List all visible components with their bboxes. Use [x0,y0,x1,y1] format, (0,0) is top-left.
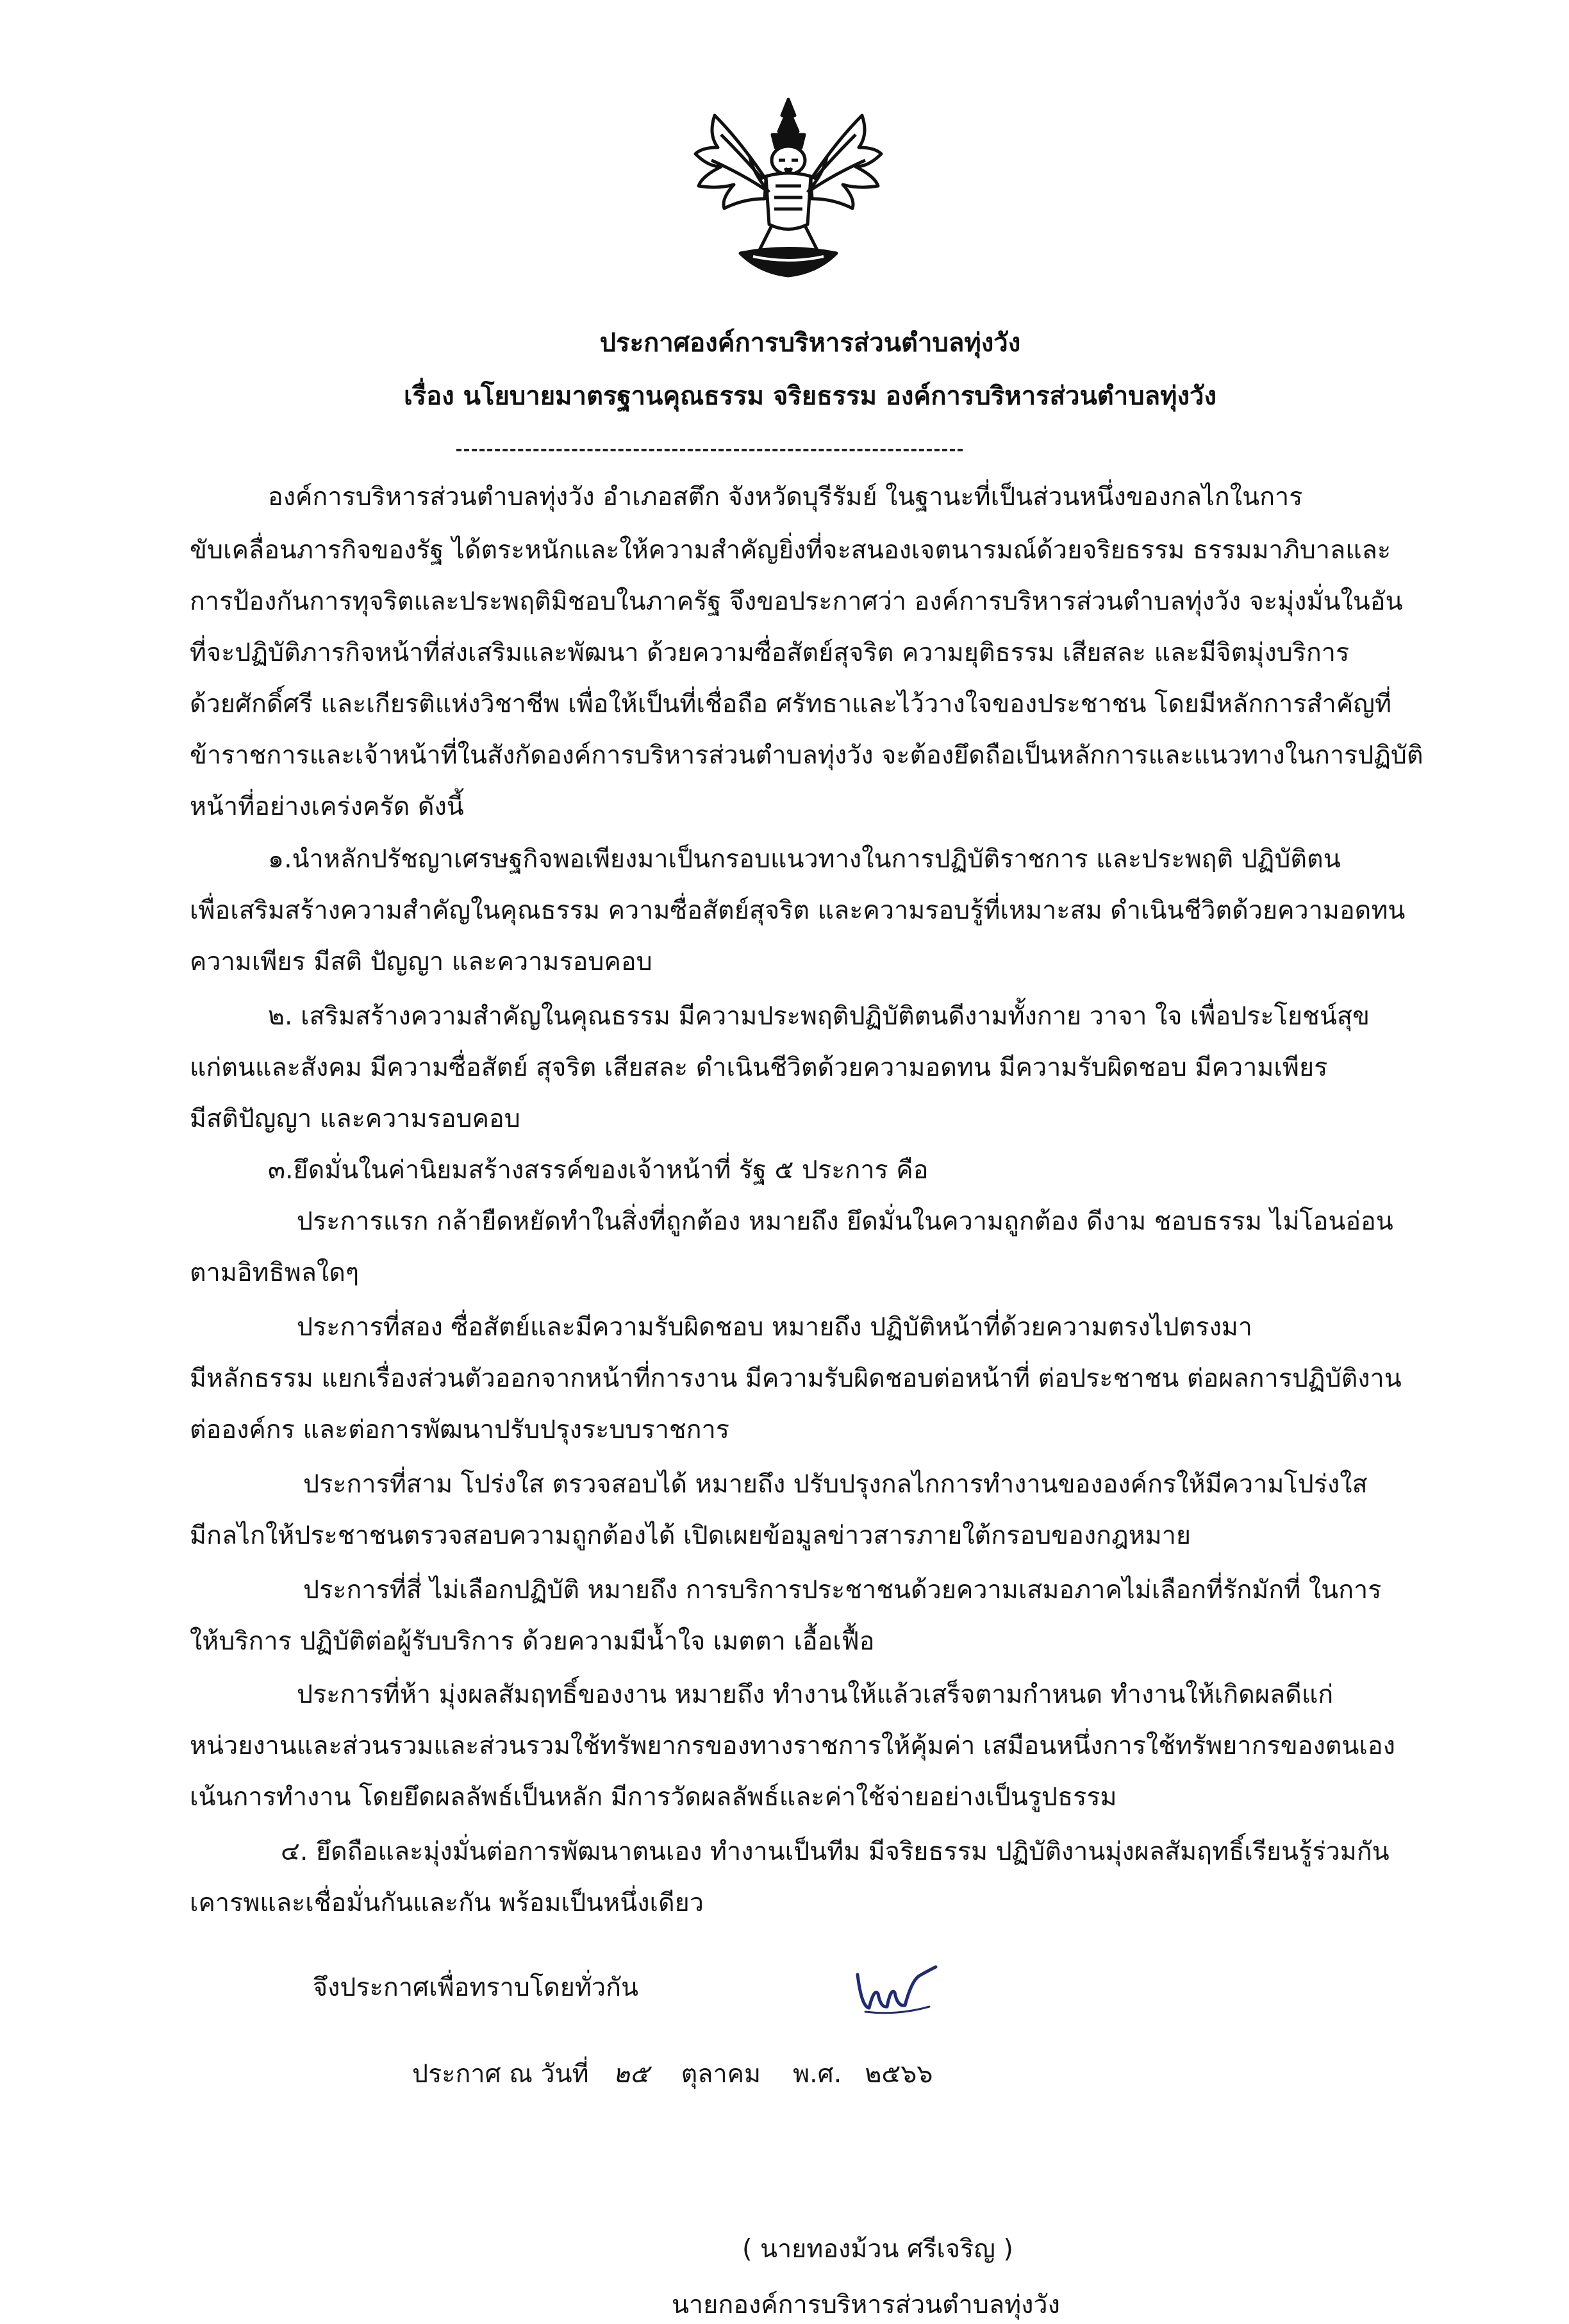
title-divider [456,449,963,451]
announcement-subject: เรื่อง นโยบายมาตรฐานคุณธรรม จริยธรรม องค์การบริหารส่วนตำบลทุ่งวัง [403,381,1217,411]
paragraph-line: ๓.ยึดมั่นในค่านิยมสร้างสรรค์ของเจ้าหน้าที่ รัฐ ๕ ประการ คือ [268,1155,929,1185]
paragraph-line: ประการที่สอง ซื่อสัตย์และมีความรับผิดชอบ หมายถึง ปฏิบัติหน้าที่ด้วยความตรงไปตรงมา [297,1312,1252,1342]
paragraph-line: หน้าที่อย่างเคร่งครัด ดังนี้ [190,792,464,821]
paragraph-line: เน้นการทำงาน โดยยึดผลลัพธ์เป็นหลัก มีการวัดผลลัพธ์และค่าใช้จ่ายอย่างเป็นรูปธรรม [190,1782,1117,1812]
paragraph-line: ข้าราชการและเจ้าหน้าที่ในสังกัดองค์การบริหารส่วนตำบลทุ่งวัง จะต้องยึดถือเป็นหลักการและแนวทางในการปฏิบัติ [190,740,1424,770]
paragraph-line: เคารพและเชื่อมั่นกันและกัน พร้อมเป็นหนึ่งเดียว [190,1888,704,1918]
paragraph-line: ประการที่สาม โปร่งใส ตรวจสอบได้ หมายถึง ปรับปรุงกลไกการทำงานขององค์กรให้มีความโปร่งใส [303,1469,1368,1499]
paragraph-line: ตามอิทธิพลใดๆ [190,1258,360,1287]
paragraph-line: ให้บริการ ปฏิบัติต่อผู้รับบริการ ด้วยความมีน้ำใจ เมตตา เอื้อเฟื้อ [190,1626,875,1656]
paragraph-line: มีหลักธรรม แยกเรื่องส่วนตัวออกจากหน้าที่การงาน มีความรับผิดชอบต่อหน้าที่ ต่อประชาชน ต่อผลการปฏิบัติงาน [190,1364,1402,1393]
paragraph-line: แก่ตนและสังคม มีความซื่อสัตย์ สุจริต เสียสละ ดำเนินชีวิตด้วยความอดทน มีความรับผิดชอบ มีความเพียร [190,1053,1328,1082]
date-day: ๒๕ [613,2059,649,2089]
signatory-name: ( นายทองม้วน ศรีเจริญ ) [742,2234,1013,2264]
announcement-title: ประกาศองค์การบริหารส่วนตำบลทุ่งวัง [599,328,1021,358]
paragraph-line: องค์การบริหารส่วนตำบลทุ่งวัง อำเภอสตึก จังหวัดบุรีรัมย์ ในฐานะที่เป็นส่วนหนึ่งของกลไกในการ [268,482,1303,512]
paragraph-line: เพื่อเสริมสร้างความสำคัญในคุณธรรม ความซื่อสัตย์สุจริต และความรอบรู้ที่เหมาะสม ดำเนินชีวิตด้วยความอดทน [190,896,1406,925]
paragraph-line: ๑.นำหลักปรัชญาเศรษฐกิจพอเพียงมาเป็นกรอบแนวทางในการปฏิบัติราชการ และประพฤติ ปฏิบัติตน [268,844,1341,874]
date-month: ตุลาคม [681,2059,761,2089]
date-year: ๒๕๖๖ [865,2059,933,2089]
paragraph-line: ต่อองค์กร และต่อการพัฒนาปรับปรุงระบบราชการ [190,1415,729,1444]
paragraph-line: ๒. เสริมสร้างความสำคัญในคุณธรรม มีความประพฤติปฏิบัติตนดีงามทั้งกาย วาจา ใจ เพื่อประโยชน์สุข [268,1001,1370,1031]
paragraph-line: ขับเคลื่อนภารกิจของรัฐ ได้ตระหนักและให้ความสำคัญยิ่งที่จะสนองเจตนารมณ์ด้วยจริยธรรม ธรรมมาภิบาลและ [190,535,1391,565]
paragraph-line: ประการที่สี่ ไม่เลือกปฏิบัติ หมายถึง การบริการประชาชนด้วยความเสมอภาคไม่เลือกที่รักมักที่ ในการ [303,1575,1382,1605]
date-prefix: ประกาศ ณ วันที่ [412,2059,589,2089]
signature-icon [852,1962,942,2019]
paragraph-line: การป้องกันการทุจริตและประพฤติมิชอบในภาครัฐ จึงขอประกาศว่า องค์การบริหารส่วนตำบลทุ่งวัง จะมุ่งมั่นในอัน [190,587,1403,616]
paragraph-line: มีสติปัญญา และความรอบคอบ [190,1104,520,1133]
paragraph-line: ความเพียร มีสติ ปัญญา และความรอบคอบ [190,947,652,976]
paragraph-line: ๔. ยึดถือและมุ่งมั่นต่อการพัฒนาตนเอง ทำงานเป็นทีม มีจริยธรรม ปฏิบัติงานมุ่งผลสัมฤทธิ์เรียนรู้ร่วมกัน [281,1837,1390,1866]
paragraph-line: มีกลไกให้ประชาชนตรวจสอบความถูกต้องได้ เปิดเผยข้อมูลข่าวสารภายใต้กรอบของกฎหมาย [190,1521,1191,1550]
paragraph-line: ประการแรก กล้ายืดหยัดทำในสิ่งที่ถูกต้อง หมายถึง ยึดมั่นในความถูกต้อง ดีงาม ชอบธรรม ไม่โอนอ่อน [297,1207,1393,1236]
signatory-position: นายกองค์การบริหารส่วนตำบลทุ่งวัง [672,2290,1060,2320]
date-year-prefix: พ.ศ. [793,2059,842,2089]
garuda-emblem-icon [689,96,888,282]
date-line [412,2055,933,2093]
closing-statement: จึงประกาศเพื่อทราบโดยทั่วกัน [313,1973,639,2002]
paragraph-line: ด้วยศักดิ์ศรี และเกียรติแห่งวิชาชีพ เพื่อให้เป็นที่เชื่อถือ ศรัทธาและไว้วางใจของประชาชน โดยมีหลักการสำคัญที่ [190,689,1391,719]
paragraph-line: หน่วยงานและส่วนรวมและส่วนรวมใช้ทรัพยากรของทางราชการให้คุ้มค่า เสมือนหนึ่งการใช้ทรัพยากรของตนเอง [190,1731,1395,1760]
paragraph-line: ที่จะปฏิบัติภารกิจหน้าที่ส่งเสริมและพัฒนา ด้วยความซื่อสัตย์สุจริต ความยุติธรรม เสียสละ และมีจิตมุ่งบริการ [190,638,1350,667]
paragraph-line: ประการที่ห้า มุ่งผลสัมฤทธิ์ของงาน หมายถึง ทำงานให้แล้วเสร็จตามกำหนด ทำงานให้เกิดผลดีแก่ [297,1680,1334,1709]
